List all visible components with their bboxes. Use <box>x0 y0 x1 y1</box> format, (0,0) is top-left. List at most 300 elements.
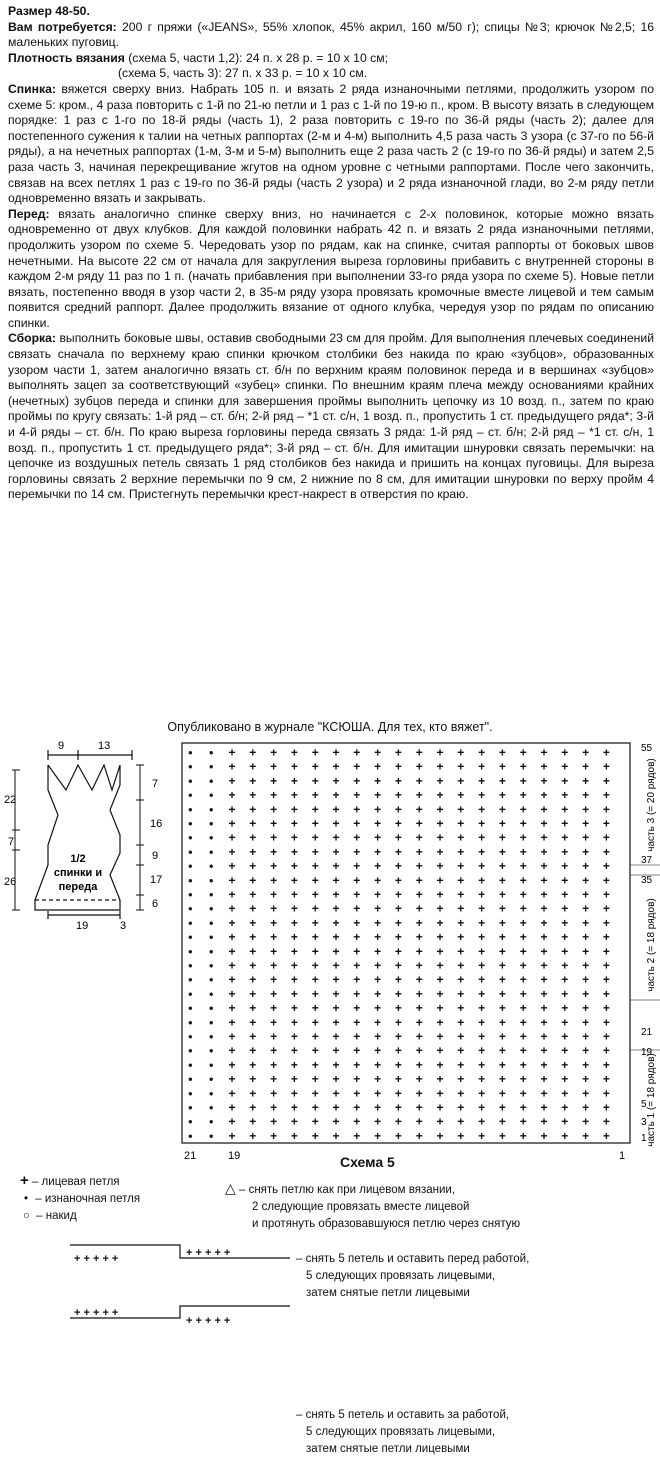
chart-stitch: + <box>582 873 590 888</box>
chart-stitch: • <box>188 901 193 916</box>
chart-stitch: + <box>561 1128 569 1143</box>
row-label-35: 35 <box>641 875 653 886</box>
chart-stitch: + <box>457 944 465 959</box>
chart-stitch: + <box>540 901 548 916</box>
chart-stitch: + <box>582 1114 590 1129</box>
back-label: Спинка: <box>8 81 56 96</box>
chart-stitch: + <box>436 887 444 902</box>
col-label-19: 19 <box>228 1150 241 1162</box>
chart-stitch: + <box>478 901 486 916</box>
chart-stitch: + <box>602 745 610 760</box>
chart-stitch: + <box>394 944 402 959</box>
chart-stitch: + <box>415 1029 423 1044</box>
chart-stitch: + <box>228 759 236 774</box>
chart-stitch: • <box>188 859 193 874</box>
chart-stitch: + <box>602 1100 610 1115</box>
chart-stitch: + <box>478 1043 486 1058</box>
chart-stitch: • <box>188 944 193 959</box>
chart-stitch: + <box>478 958 486 973</box>
chart-stitch: + <box>540 816 548 831</box>
row-label-1: 1 <box>641 1133 647 1144</box>
chart-stitch: + <box>353 1072 361 1087</box>
chart-stitch: + <box>290 1057 298 1072</box>
chart-stitch: + <box>582 1001 590 1016</box>
chart-stitch: + <box>519 1001 527 1016</box>
chart-stitch: + <box>519 816 527 831</box>
row-label-37: 37 <box>641 855 653 866</box>
chart-stitch: + <box>270 915 278 930</box>
chart-stitch: + <box>519 1015 527 1030</box>
chart-stitch: + <box>415 859 423 874</box>
chart-stitch: + <box>311 1114 319 1129</box>
chart-stitch: + <box>374 915 382 930</box>
chart-stitch: + <box>602 1001 610 1016</box>
chart-stitch: + <box>290 802 298 817</box>
chart-stitch: + <box>332 802 340 817</box>
chart-stitch: + <box>478 844 486 859</box>
chart-stitch: + <box>374 844 382 859</box>
chart-stitch: • <box>209 859 214 874</box>
chart-stitch: + <box>582 901 590 916</box>
chart-stitch: + <box>436 958 444 973</box>
chart-stitch: + <box>415 1072 423 1087</box>
chart-stitch: + <box>561 1001 569 1016</box>
chart-stitch: + <box>415 816 423 831</box>
chart-stitch: + <box>270 816 278 831</box>
chart-stitch: + <box>457 915 465 930</box>
chart-stitch: + <box>540 802 548 817</box>
chart-stitch: + <box>436 844 444 859</box>
chart-stitch: • <box>188 745 193 760</box>
chart-stitch: + <box>457 1015 465 1030</box>
chart-stitch: + <box>457 1057 465 1072</box>
chart-stitch: + <box>270 844 278 859</box>
chart-stitch: + <box>415 745 423 760</box>
chart-stitch: + <box>561 773 569 788</box>
chart-stitch: + <box>436 830 444 845</box>
dim-left-26: 26 <box>4 876 17 888</box>
chart-stitch: + <box>540 1100 548 1115</box>
chart-stitch: + <box>457 773 465 788</box>
chart-stitch: + <box>290 915 298 930</box>
chart-stitch: + <box>394 873 402 888</box>
chart-stitch: + <box>332 972 340 987</box>
chart-stitch: + <box>270 1057 278 1072</box>
chart-stitch: + <box>436 930 444 945</box>
chart-stitch: + <box>582 859 590 874</box>
chart-stitch: + <box>228 972 236 987</box>
chart-stitch: + <box>311 1100 319 1115</box>
chart-stitch: + <box>519 1057 527 1072</box>
chart-stitch: + <box>582 745 590 760</box>
chart-stitch: + <box>332 986 340 1001</box>
published-note: Опубликовано в журнале "КСЮША. Для тех, кто вяжет". <box>167 720 493 734</box>
chart-stitch: + <box>436 972 444 987</box>
chart-title: Схема 5 <box>340 1154 395 1170</box>
dim-top-left: 9 <box>58 740 65 752</box>
chart-stitch: + <box>353 887 361 902</box>
chart-stitch: + <box>498 788 506 803</box>
chart-stitch: + <box>353 816 361 831</box>
chart-stitch: + <box>394 1001 402 1016</box>
chart-stitch: + <box>394 788 402 803</box>
chart-stitch: + <box>270 1086 278 1101</box>
chart-stitch: + <box>519 958 527 973</box>
chart-stitch: + <box>478 1072 486 1087</box>
chart-stitch: + <box>582 816 590 831</box>
density-line1: (схема 5, части 1,2): 24 п. х 28 р. = 10 х 10 см; <box>128 50 388 65</box>
legend-cable-back <box>296 1407 509 1458</box>
chart-stitch: + <box>582 788 590 803</box>
chart-stitch: + <box>519 1100 527 1115</box>
chart-stitch: + <box>519 986 527 1001</box>
chart-stitch: + <box>374 944 382 959</box>
chart-stitch: + <box>498 944 506 959</box>
chart-stitch: + <box>498 1072 506 1087</box>
svg-text:+ + + + +: + + + + + <box>186 1247 231 1259</box>
chart-marks <box>188 746 610 1143</box>
chart-stitch: + <box>374 1086 382 1101</box>
chart-stitch: + <box>270 802 278 817</box>
dim-bottom-3: 3 <box>120 920 127 932</box>
chart-stitch: + <box>540 958 548 973</box>
chart-stitch: + <box>561 972 569 987</box>
chart-stitch: + <box>353 745 361 760</box>
dim-right-9: 9 <box>152 850 159 862</box>
chart-stitch: + <box>582 915 590 930</box>
chart-stitch: + <box>478 873 486 888</box>
chart-stitch: + <box>228 802 236 817</box>
chart-stitch: + <box>436 901 444 916</box>
chart-stitch: + <box>270 887 278 902</box>
density-label: Плотность вязания <box>8 50 125 65</box>
chart-stitch: + <box>498 844 506 859</box>
chart-stitch: + <box>519 944 527 959</box>
chart-stitch: + <box>394 844 402 859</box>
chart-stitch: + <box>582 1057 590 1072</box>
chart-stitch: + <box>249 1114 257 1129</box>
chart-stitch: + <box>602 788 610 803</box>
chart-stitch: • <box>188 830 193 845</box>
chart-stitch: + <box>311 830 319 845</box>
svg-text:+ + + + +: + + + + + <box>74 1253 119 1265</box>
chart-stitch: + <box>478 773 486 788</box>
chart-stitch: + <box>498 901 506 916</box>
chart-stitch: + <box>540 1114 548 1129</box>
chart-stitch: + <box>457 1043 465 1058</box>
chart-stitch: + <box>353 930 361 945</box>
chart-stitch: + <box>228 844 236 859</box>
col-label-21: 21 <box>184 1150 197 1162</box>
part3-label: часть 3 (= 20 рядов) <box>646 758 657 852</box>
chart-stitch: • <box>209 1043 214 1058</box>
chart-stitch: + <box>332 745 340 760</box>
legend-cable-back-2: 5 следующих провязать лицевыми, <box>306 1426 496 1438</box>
chart-stitch: + <box>415 915 423 930</box>
legend-yo: – накид <box>36 1210 77 1222</box>
chart-stitch: + <box>249 816 257 831</box>
chart-stitch: + <box>228 887 236 902</box>
chart-stitch: + <box>498 859 506 874</box>
chart-stitch: + <box>415 986 423 1001</box>
chart-stitch: + <box>540 1001 548 1016</box>
chart-stitch: + <box>374 830 382 845</box>
dim-top-right: 13 <box>98 740 111 752</box>
chart-stitch: + <box>228 830 236 845</box>
chart-stitch: + <box>290 830 298 845</box>
chart-stitch: + <box>602 1015 610 1030</box>
chart-stitch: + <box>290 1001 298 1016</box>
chart-stitch: + <box>290 887 298 902</box>
chart-stitch: + <box>478 915 486 930</box>
chart-stitch: + <box>582 930 590 945</box>
chart-stitch: + <box>415 1128 423 1143</box>
chart-stitch: • <box>188 1128 193 1143</box>
chart-stitch: + <box>436 859 444 874</box>
chart-stitch: + <box>582 773 590 788</box>
legend-right <box>225 1180 520 1233</box>
chart-stitch: + <box>519 930 527 945</box>
chart-stitch: + <box>249 1128 257 1143</box>
chart-stitch: + <box>332 901 340 916</box>
row-label-21: 21 <box>641 1027 653 1038</box>
chart-stitch: + <box>498 816 506 831</box>
chart-stitch: + <box>374 816 382 831</box>
chart-stitch: + <box>394 1086 402 1101</box>
chart-stitch: + <box>394 1029 402 1044</box>
dim-left-22: 22 <box>4 794 17 806</box>
chart-stitch: + <box>374 972 382 987</box>
chart-stitch: + <box>457 802 465 817</box>
chart-stitch: • <box>188 1001 193 1016</box>
chart-stitch: + <box>498 958 506 973</box>
chart-stitch: + <box>540 1086 548 1101</box>
chart-stitch: + <box>582 844 590 859</box>
chart-stitch: + <box>498 1043 506 1058</box>
chart-stitch: + <box>270 944 278 959</box>
chart-stitch: + <box>332 759 340 774</box>
chart-stitch: + <box>561 759 569 774</box>
chart-stitch: + <box>561 1029 569 1044</box>
chart-stitch: + <box>270 1114 278 1129</box>
chart-stitch: + <box>540 759 548 774</box>
col-label-1: 1 <box>619 1150 626 1162</box>
chart-stitch: + <box>394 1057 402 1072</box>
chart-stitch: + <box>436 1043 444 1058</box>
chart-stitch: + <box>582 802 590 817</box>
chart-stitch: + <box>602 1114 610 1129</box>
chart-stitch: + <box>561 944 569 959</box>
chart-stitch: + <box>561 901 569 916</box>
chart-stitch: + <box>332 958 340 973</box>
chart-stitch: + <box>249 944 257 959</box>
chart-stitch: + <box>602 887 610 902</box>
chart-stitch: + <box>332 788 340 803</box>
legend-left <box>20 1172 140 1225</box>
chart-stitch: + <box>602 930 610 945</box>
chart-stitch: • <box>209 773 214 788</box>
chart-stitch: + <box>457 887 465 902</box>
chart-stitch: + <box>436 773 444 788</box>
chart-stitch: + <box>498 915 506 930</box>
chart-stitch: + <box>311 915 319 930</box>
chart-stitch: + <box>311 1015 319 1030</box>
chart-stitch: + <box>270 773 278 788</box>
chart-stitch: + <box>436 1072 444 1087</box>
chart-stitch: + <box>290 873 298 888</box>
chart-stitch: + <box>394 859 402 874</box>
chart-stitch: + <box>415 802 423 817</box>
chart-stitch: • <box>209 930 214 945</box>
chart-stitch: + <box>540 844 548 859</box>
legend-cable-front <box>296 1251 529 1302</box>
chart-stitch: + <box>602 915 610 930</box>
chart-stitch: + <box>415 1015 423 1030</box>
density-line2: (схема 5, часть 3): 27 п. х 33 р. = 10 х 10 см. <box>118 66 368 81</box>
chart-stitch: + <box>249 915 257 930</box>
chart-stitch: + <box>457 1114 465 1129</box>
chart-stitch: + <box>270 745 278 760</box>
chart-stitch: + <box>561 915 569 930</box>
chart-stitch: + <box>353 1114 361 1129</box>
chart-stitch: + <box>249 1001 257 1016</box>
chart-stitch: • <box>209 1128 214 1143</box>
chart-stitch: + <box>249 859 257 874</box>
chart-stitch: + <box>498 1001 506 1016</box>
chart-stitch: + <box>394 887 402 902</box>
chart-stitch: + <box>249 1015 257 1030</box>
chart-stitch: + <box>228 788 236 803</box>
row-label-3: 3 <box>641 1117 647 1128</box>
chart-stitch: + <box>478 1015 486 1030</box>
chart-stitch: + <box>374 859 382 874</box>
chart-stitch: + <box>332 1001 340 1016</box>
chart-stitch: + <box>394 972 402 987</box>
legend-cable-back-3: затем снятые петли лицевыми <box>306 1443 470 1455</box>
chart-stitch: + <box>602 944 610 959</box>
chart-stitch: + <box>270 873 278 888</box>
chart-stitch: + <box>332 816 340 831</box>
chart-stitch: + <box>561 745 569 760</box>
chart-stitch: + <box>602 901 610 916</box>
chart-stitch: + <box>540 944 548 959</box>
chart-stitch: + <box>519 1086 527 1101</box>
chart-stitch: • <box>188 887 193 902</box>
chart-stitch: + <box>436 788 444 803</box>
chart-stitch: + <box>332 1029 340 1044</box>
chart-stitch: + <box>519 1029 527 1044</box>
chart-stitch: • <box>188 788 193 803</box>
cable-legend-icons <box>60 1236 300 1336</box>
chart-stitch: + <box>415 1043 423 1058</box>
chart-stitch: + <box>311 816 319 831</box>
chart-stitch: + <box>457 1128 465 1143</box>
chart-stitch: + <box>374 1114 382 1129</box>
chart-stitch: + <box>290 930 298 945</box>
chart-stitch: + <box>394 986 402 1001</box>
chart-stitch: + <box>290 759 298 774</box>
chart-stitch: + <box>374 1001 382 1016</box>
chart-stitch: + <box>311 1086 319 1101</box>
chart-stitch: + <box>582 944 590 959</box>
chart-stitch: + <box>332 1072 340 1087</box>
chart-stitch: + <box>311 1043 319 1058</box>
chart-stitch: + <box>394 802 402 817</box>
chart-stitch: + <box>415 930 423 945</box>
chart-stitch: + <box>478 745 486 760</box>
chart-stitch: + <box>436 873 444 888</box>
chart-stitch: • <box>209 873 214 888</box>
chart-stitch: + <box>498 1100 506 1115</box>
chart-stitch: + <box>457 873 465 888</box>
chart-stitch: + <box>436 759 444 774</box>
chart-stitch: + <box>270 1128 278 1143</box>
chart-stitch: + <box>561 1100 569 1115</box>
chart-stitch: + <box>290 1015 298 1030</box>
chart-stitch: + <box>353 1015 361 1030</box>
chart-stitch: + <box>394 745 402 760</box>
chart-stitch: + <box>374 759 382 774</box>
chart-stitch: + <box>582 1072 590 1087</box>
chart-stitch: + <box>311 788 319 803</box>
chart-stitch: + <box>332 944 340 959</box>
chart-stitch: + <box>602 958 610 973</box>
chart-stitch: + <box>478 1057 486 1072</box>
chart-stitch: + <box>270 958 278 973</box>
chart-stitch: • <box>188 915 193 930</box>
chart-stitch: + <box>540 1043 548 1058</box>
chart-stitch: + <box>270 1015 278 1030</box>
chart-stitch: + <box>353 773 361 788</box>
chart-stitch: + <box>332 915 340 930</box>
chart-stitch: + <box>394 1043 402 1058</box>
chart-stitch: + <box>332 1086 340 1101</box>
knitting-chart <box>0 735 660 1175</box>
chart-stitch: + <box>415 972 423 987</box>
chart-stitch: + <box>394 1072 402 1087</box>
chart-stitch: + <box>478 802 486 817</box>
chart-stitch: + <box>228 944 236 959</box>
chart-stitch: + <box>519 887 527 902</box>
chart-stitch: + <box>602 844 610 859</box>
chart-stitch: + <box>457 1086 465 1101</box>
chart-stitch: + <box>415 887 423 902</box>
chart-stitch: + <box>540 930 548 945</box>
chart-stitch: + <box>249 887 257 902</box>
chart-stitch: + <box>332 930 340 945</box>
chart-stitch: + <box>457 1072 465 1087</box>
chart-stitch: + <box>249 1029 257 1044</box>
chart-stitch: + <box>374 930 382 945</box>
chart-stitch: + <box>249 958 257 973</box>
chart-stitch: + <box>374 1043 382 1058</box>
purl-symbol-icon: • <box>24 1193 29 1205</box>
chart-stitch: + <box>374 802 382 817</box>
chart-stitch: + <box>270 759 278 774</box>
chart-stitch: + <box>415 901 423 916</box>
chart-stitch: + <box>498 745 506 760</box>
chart-stitch: + <box>436 802 444 817</box>
chart-stitch: + <box>290 844 298 859</box>
chart-stitch: + <box>498 1029 506 1044</box>
chart-stitch: + <box>311 745 319 760</box>
chart-stitch: + <box>498 887 506 902</box>
chart-stitch: + <box>519 773 527 788</box>
chart-stitch: + <box>457 788 465 803</box>
chart-stitch: + <box>374 1029 382 1044</box>
chart-stitch: + <box>332 1128 340 1143</box>
chart-stitch: + <box>457 958 465 973</box>
